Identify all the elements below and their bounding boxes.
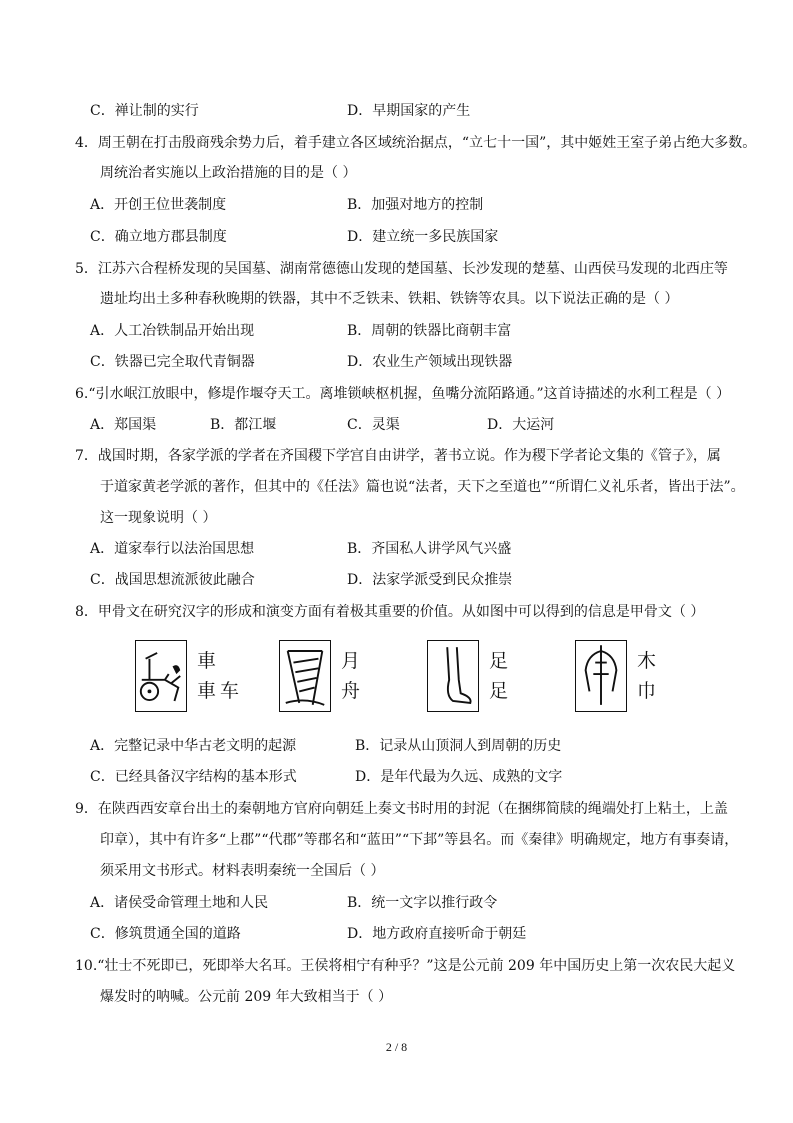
towel-glyph-chars <box>637 646 660 706</box>
chariot-oracle-icon <box>135 640 187 712</box>
question-4-option-a: A．开创王位世袭制度 <box>90 197 227 213</box>
question-8-option-b: B．记录从山顶洞人到周朝的历史 <box>355 738 562 754</box>
question-4-option-d: D．建立统一多民族国家 <box>347 229 499 245</box>
question-4-option-b: B．加强对地方的控制 <box>347 197 484 213</box>
question-7-line-3: 这一现象说明（ ） <box>100 510 217 526</box>
towel-chars-bottom: 巾 <box>637 680 661 702</box>
chariot-chars-bottom: 車车 <box>197 680 244 702</box>
chariot-chars-top: 車 <box>197 650 221 672</box>
foot-chars-bottom: 足 <box>489 680 513 702</box>
question-5-line-1: 5．江苏六合程桥发现的吴国墓、湖南常德德山发现的楚国墓、长沙发现的楚墓、山西侯马发现的北西庄等 <box>75 261 728 277</box>
foot-oracle-icon <box>427 640 479 712</box>
q3-option-c: C．禅让制的实行 <box>90 103 199 119</box>
question-6-option-b: B．都江堰 <box>210 417 277 433</box>
foot-glyph-chars <box>489 646 512 706</box>
question-4-option-c: C．确立地方郡县制度 <box>90 229 227 245</box>
oracle-bone-figure <box>135 640 695 718</box>
foot-chars-top: 足 <box>489 650 513 672</box>
q3-option-d: D．早期国家的产生 <box>347 103 471 119</box>
boat-chars-top: 月 <box>341 650 365 672</box>
question-6-option-d: D．大运河 <box>487 417 555 433</box>
question-6-option-a: A．郑国渠 <box>90 417 157 433</box>
question-5-option-b: B．周朝的铁器比商朝丰富 <box>347 323 512 339</box>
question-9-line-1: 9．在陕西西安章台出土的秦朝地方官府向朝廷上奏文书时用的封泥（在捆绑简牍的绳端处打上粘土，上盖 <box>75 801 728 817</box>
question-7-line-1: 7．战国时期，各家学派的学者在齐国稷下学宫自由讲学，著书立说。作为稷下学者论文集的《管子》，属 <box>75 448 721 464</box>
boat-oracle-icon <box>279 640 331 712</box>
question-5-line-2: 遗址均出土多种春秋晚期的铁器，其中不乏铁耒、铁耜、铁锛等农具。以下说法正确的是（ ） <box>100 291 679 307</box>
boat-chars-bottom: 舟 <box>341 680 365 702</box>
question-9-line-2: 印章），其中有许多“上郡”“代郡”等郡名和“蓝田”“下邽”等县名。而《秦律》明确规定，地方有事奏请， <box>100 832 739 848</box>
chariot-glyph-chars <box>197 646 243 706</box>
question-5-option-a: A．人工冶铁制品开始出现 <box>90 323 255 339</box>
question-9-option-b: B．统一文字以推行政令 <box>347 895 498 911</box>
question-8-option-a: A．完整记录中华古老文明的起源 <box>90 738 297 754</box>
question-9-option-d: D．地方政府直接听命于朝廷 <box>347 926 527 942</box>
question-7-line-2: 于道家黄老学派的著作，但其中的《任法》篇也说“法者，天下之至道也”“所谓仁义礼乐者，皆出于法”。 <box>100 479 745 495</box>
question-9-line-3: 须采用文书形式。材料表明秦统一全国后（ ） <box>100 863 385 879</box>
boat-glyph-chars <box>341 646 364 706</box>
question-4-line-1: 4．周王朝在打击殷商残余势力后，着手建立各区域统治据点，“立七十一国”，其中姬姓王室子弟占绝大多数。 <box>75 135 757 151</box>
question-8-option-d: D．是年代最为久远、成熟的文字 <box>355 769 563 785</box>
question-7-option-a: A．道家奉行以法治国思想 <box>90 541 255 557</box>
question-10-line-1: 10.“壮士不死即已，死即举大名耳。王侯将相宁有种乎？”这是公元前 209 年中国历史上第一次农民大起义 <box>75 958 736 974</box>
page-number: 2 / 8 <box>385 1040 408 1054</box>
question-5-option-c: C．铁器已完全取代青铜器 <box>90 354 255 370</box>
question-8-option-c: C．已经具备汉字结构的基本形式 <box>90 769 297 785</box>
question-5-option-d: D．农业生产领域出现铁器 <box>347 354 513 370</box>
towel-oracle-icon <box>575 640 627 712</box>
towel-chars-top: 木 <box>637 650 661 672</box>
question-9-option-c: C．修筑贯通全国的道路 <box>90 926 241 942</box>
question-4-line-2: 周统治者实施以上政治措施的目的是（ ） <box>100 165 357 181</box>
question-6-line-1: 6.“引水岷江放眼中，修堤作堰夺天工。离堆锁峡枢机握，鱼嘴分流陌路通。”这首诗描述的水利工程是（ ） <box>75 386 731 402</box>
question-9-option-a: A．诸侯受命管理土地和人民 <box>90 895 269 911</box>
question-7-option-b: B．齐国私人讲学风气兴盛 <box>347 541 512 557</box>
question-10-line-2: 爆发时的呐喊。公元前 209 年大致相当于（ ） <box>100 989 393 1005</box>
question-6-option-c: C．灵渠 <box>347 417 400 433</box>
question-7-option-d: D．法家学派受到民众推崇 <box>347 572 513 588</box>
question-8-line-1: 8．甲骨文在研究汉字的形成和演变方面有着极其重要的价值。从如图中可以得到的信息是甲骨文（ ） <box>75 604 705 620</box>
question-7-option-c: C．战国思想流派彼此融合 <box>90 572 255 588</box>
